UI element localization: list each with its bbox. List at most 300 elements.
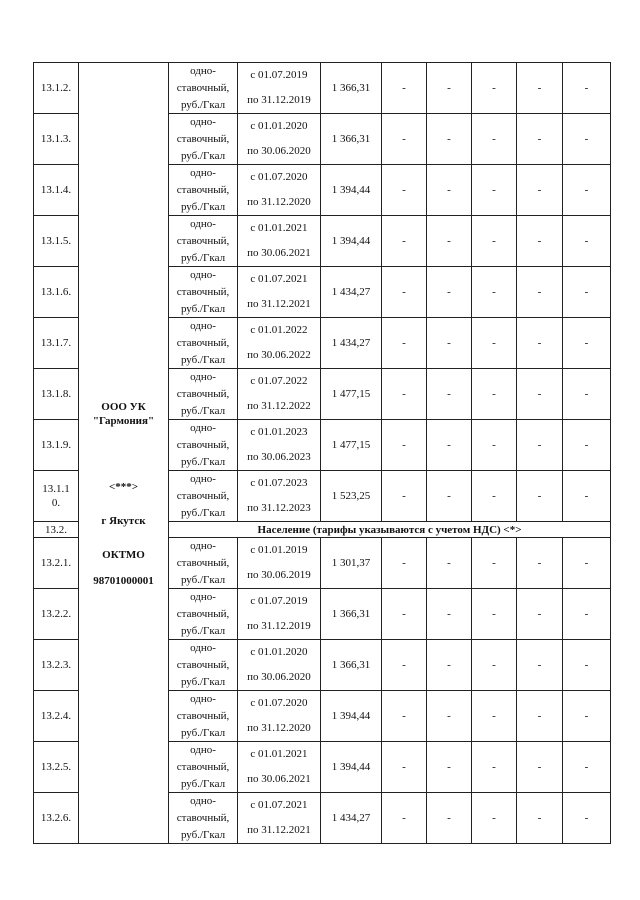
org-city: г Якутск xyxy=(101,515,146,527)
rate-type-cell xyxy=(168,62,238,114)
tariff-value-cell xyxy=(320,588,382,640)
dash-text: - xyxy=(447,82,451,94)
dash-text: - xyxy=(584,659,589,671)
tariff-value: 1 434,27 xyxy=(331,337,371,349)
tariff-value-cell xyxy=(320,792,382,844)
empty-value-cell xyxy=(562,639,611,691)
period-cell xyxy=(237,317,321,369)
dash-text: - xyxy=(537,82,542,94)
rate-type-text: руб./Гкал xyxy=(180,675,226,688)
empty-value-cell xyxy=(562,62,611,114)
rate-type-text: руб./Гкал xyxy=(180,353,226,366)
period-cell xyxy=(237,639,321,691)
rate-type-text: ставочный, xyxy=(176,234,230,247)
rate-type-text: ставочный, xyxy=(176,811,230,824)
empty-value-cell xyxy=(381,215,427,267)
rate-type-text: руб./Гкал xyxy=(180,726,226,739)
row-number-text: 13.1.3. xyxy=(40,133,72,145)
dash-text: - xyxy=(447,608,451,620)
dash-text: - xyxy=(402,710,406,722)
empty-value-cell xyxy=(381,639,427,691)
dash-text: - xyxy=(447,490,451,502)
dash-text: - xyxy=(584,439,589,451)
tariff-value: 1 434,27 xyxy=(331,286,371,298)
row-number-text: 13.1.8. xyxy=(40,388,72,400)
org-inn: <***> xyxy=(108,481,139,493)
rate-type-cell xyxy=(168,741,238,793)
empty-value-cell xyxy=(426,741,472,793)
dash-text: - xyxy=(402,439,406,451)
empty-value-cell xyxy=(426,419,472,471)
dash-text: - xyxy=(537,337,542,349)
rate-type-cell xyxy=(168,792,238,844)
empty-value-cell xyxy=(381,792,427,844)
rate-type-text: одно- xyxy=(190,115,216,128)
tariff-value-cell xyxy=(320,690,382,742)
empty-value-cell xyxy=(426,317,472,369)
rate-type-text: одно- xyxy=(190,268,216,281)
period-from: с 01.07.2019 xyxy=(250,69,308,81)
empty-value-cell xyxy=(516,690,563,742)
dash-text: - xyxy=(447,184,451,196)
rate-type-text: ставочный, xyxy=(176,556,230,569)
empty-value-cell xyxy=(562,113,611,165)
rate-type-text: руб./Гкал xyxy=(180,455,226,468)
period-cell xyxy=(237,470,321,522)
empty-value-cell xyxy=(381,470,427,522)
rate-type-text: руб./Гкал xyxy=(180,777,226,790)
empty-value-cell xyxy=(426,639,472,691)
row-number xyxy=(33,419,79,471)
tariff-value: 1 434,27 xyxy=(331,812,371,824)
rate-type-text: ставочный, xyxy=(176,489,230,502)
period-from: с 01.01.2021 xyxy=(250,222,308,234)
row-number-text: 13.1.4. xyxy=(40,184,72,196)
period-from: с 01.01.2019 xyxy=(250,544,308,556)
empty-value-cell xyxy=(516,588,563,640)
empty-value-cell xyxy=(426,113,472,165)
empty-value-cell xyxy=(516,113,563,165)
empty-value-cell xyxy=(516,62,563,114)
tariff-value-cell xyxy=(320,470,382,522)
dash-text: - xyxy=(492,388,496,400)
empty-value-cell xyxy=(381,690,427,742)
empty-value-cell xyxy=(516,317,563,369)
tariff-value-cell xyxy=(320,266,382,318)
rate-type-text: одно- xyxy=(190,641,216,654)
empty-value-cell xyxy=(471,690,517,742)
period-to: по 30.06.2023 xyxy=(247,451,311,463)
period-to: по 31.12.2020 xyxy=(247,196,311,208)
empty-value-cell xyxy=(562,164,611,216)
dash-text: - xyxy=(447,659,451,671)
dash-text: - xyxy=(584,608,589,620)
tariff-value-cell xyxy=(320,113,382,165)
period-to: по 31.12.2020 xyxy=(247,722,311,734)
empty-value-cell xyxy=(426,368,472,420)
empty-value-cell xyxy=(381,317,427,369)
period-from: с 01.01.2023 xyxy=(250,426,308,438)
dash-text: - xyxy=(537,761,542,773)
rate-type-text: ставочный, xyxy=(176,387,230,400)
period-cell xyxy=(237,62,321,114)
tariff-value-cell xyxy=(320,62,382,114)
period-to: по 31.12.2019 xyxy=(247,620,311,632)
empty-value-cell xyxy=(562,537,611,589)
empty-value-cell xyxy=(381,266,427,318)
row-number xyxy=(33,317,79,369)
row-number-text: 13.2.4. xyxy=(40,710,72,722)
empty-value-cell xyxy=(471,62,517,114)
rate-type-text: ставочный, xyxy=(176,285,230,298)
row-number xyxy=(33,164,79,216)
dash-text: - xyxy=(402,235,406,247)
dash-text: - xyxy=(492,235,496,247)
dash-text: - xyxy=(402,184,406,196)
empty-value-cell xyxy=(562,215,611,267)
row-number-text: 13.2.6. xyxy=(40,812,72,824)
empty-value-cell xyxy=(562,266,611,318)
rate-type-text: одно- xyxy=(190,421,216,434)
empty-value-cell xyxy=(426,62,472,114)
dash-text: - xyxy=(447,133,451,145)
rate-type-text: одно- xyxy=(190,794,216,807)
dash-text: - xyxy=(447,812,451,824)
empty-value-cell xyxy=(562,741,611,793)
rate-type-text: ставочный, xyxy=(176,183,230,196)
org-name-line1: ООО УК xyxy=(101,401,146,413)
dash-text: - xyxy=(537,812,542,824)
dash-text: - xyxy=(447,388,451,400)
empty-value-cell xyxy=(562,588,611,640)
tariff-value: 1 523,25 xyxy=(331,490,371,502)
empty-value-cell xyxy=(516,368,563,420)
dash-text: - xyxy=(402,490,406,502)
empty-value-cell xyxy=(562,368,611,420)
dash-text: - xyxy=(492,286,496,298)
rate-type-text: руб./Гкал xyxy=(180,200,226,213)
period-cell xyxy=(237,537,321,589)
period-from: с 01.07.2021 xyxy=(250,273,308,285)
rate-type-text: руб./Гкал xyxy=(180,624,226,637)
dash-text: - xyxy=(492,608,496,620)
dash-text: - xyxy=(537,388,542,400)
row-number xyxy=(33,215,79,267)
rate-type-text: руб./Гкал xyxy=(180,404,226,417)
period-cell xyxy=(237,266,321,318)
dash-text: - xyxy=(584,710,589,722)
dash-text: - xyxy=(584,337,589,349)
dash-text: - xyxy=(537,490,542,502)
period-to: по 30.06.2021 xyxy=(247,773,311,785)
empty-value-cell xyxy=(426,470,472,522)
empty-value-cell xyxy=(516,266,563,318)
dash-text: - xyxy=(447,286,451,298)
empty-value-cell xyxy=(426,266,472,318)
row-number-text: 0. xyxy=(51,497,61,509)
tariff-value-cell xyxy=(320,537,382,589)
period-to: по 30.06.2022 xyxy=(247,349,311,361)
row-number xyxy=(33,266,79,318)
rate-type-text: ставочный, xyxy=(176,438,230,451)
period-to: по 31.12.2021 xyxy=(247,824,311,836)
dash-text: - xyxy=(402,812,406,824)
empty-value-cell xyxy=(381,62,427,114)
period-from: с 01.07.2022 xyxy=(250,375,308,387)
period-to: по 31.12.2023 xyxy=(247,502,311,514)
period-from: с 01.07.2021 xyxy=(250,799,308,811)
empty-value-cell xyxy=(381,368,427,420)
rate-type-text: руб./Гкал xyxy=(180,149,226,162)
dash-text: - xyxy=(402,286,406,298)
period-cell xyxy=(237,215,321,267)
period-from: с 01.07.2023 xyxy=(250,477,308,489)
rate-type-text: руб./Гкал xyxy=(180,573,226,586)
tariff-value: 1 477,15 xyxy=(331,388,371,400)
tariff-value-cell xyxy=(320,419,382,471)
rate-type-text: ставочный, xyxy=(176,81,230,94)
period-from: с 01.01.2021 xyxy=(250,748,308,760)
rate-type-text: ставочный, xyxy=(176,607,230,620)
tariff-value: 1 394,44 xyxy=(331,235,371,247)
empty-value-cell xyxy=(471,266,517,318)
empty-value-cell xyxy=(516,792,563,844)
rate-type-text: одно- xyxy=(190,370,216,383)
row-number xyxy=(33,741,79,793)
tariff-value: 1 366,31 xyxy=(331,659,371,671)
period-cell xyxy=(237,741,321,793)
period-from: с 01.01.2020 xyxy=(250,646,308,658)
period-from: с 01.01.2020 xyxy=(250,120,308,132)
dash-text: - xyxy=(447,439,451,451)
period-from: с 01.07.2020 xyxy=(250,697,308,709)
empty-value-cell xyxy=(471,317,517,369)
empty-value-cell xyxy=(516,419,563,471)
dash-text: - xyxy=(537,184,542,196)
dash-text: - xyxy=(447,235,451,247)
empty-value-cell xyxy=(381,588,427,640)
row-number xyxy=(33,113,79,165)
dash-text: - xyxy=(584,235,589,247)
dash-text: - xyxy=(537,235,542,247)
empty-value-cell xyxy=(471,537,517,589)
rate-type-text: руб./Гкал xyxy=(180,506,226,519)
tariff-value-cell xyxy=(320,639,382,691)
dash-text: - xyxy=(402,337,406,349)
rate-type-cell xyxy=(168,537,238,589)
dash-text: - xyxy=(584,286,589,298)
period-cell xyxy=(237,419,321,471)
period-to: по 30.06.2021 xyxy=(247,247,311,259)
empty-value-cell xyxy=(471,215,517,267)
period-cell xyxy=(237,368,321,420)
rate-type-text: одно- xyxy=(190,743,216,756)
empty-value-cell xyxy=(471,639,517,691)
empty-value-cell xyxy=(516,215,563,267)
empty-value-cell xyxy=(516,164,563,216)
row-number xyxy=(33,470,79,522)
dash-text: - xyxy=(584,82,589,94)
period-from: с 01.07.2019 xyxy=(250,595,308,607)
rate-type-text: руб./Гкал xyxy=(180,302,226,315)
dash-text: - xyxy=(492,439,496,451)
row-number xyxy=(33,62,79,114)
dash-text: - xyxy=(402,557,406,569)
dash-text: - xyxy=(402,659,406,671)
dash-text: - xyxy=(492,490,496,502)
tariff-value: 1 394,44 xyxy=(331,710,371,722)
row-number-text: 13.2.1. xyxy=(40,557,72,569)
dash-text: - xyxy=(492,812,496,824)
row-number-text: 13.1.2. xyxy=(40,82,72,94)
empty-value-cell xyxy=(426,792,472,844)
rate-type-text: ставочный, xyxy=(176,760,230,773)
empty-value-cell xyxy=(471,470,517,522)
rate-type-cell xyxy=(168,639,238,691)
dash-text: - xyxy=(402,608,406,620)
empty-value-cell xyxy=(471,368,517,420)
org-name-line2: "Гармония" xyxy=(92,415,155,427)
empty-value-cell xyxy=(426,690,472,742)
dash-text: - xyxy=(584,184,589,196)
row-number xyxy=(33,639,79,691)
row-number xyxy=(33,792,79,844)
dash-text: - xyxy=(537,439,542,451)
tariff-value: 1 366,31 xyxy=(331,608,371,620)
dash-text: - xyxy=(402,761,406,773)
rate-type-cell xyxy=(168,317,238,369)
tariff-value-cell xyxy=(320,741,382,793)
rate-type-cell xyxy=(168,368,238,420)
row-number-text: 13.2.2. xyxy=(40,608,72,620)
tariff-value: 1 394,44 xyxy=(331,761,371,773)
empty-value-cell xyxy=(471,113,517,165)
dash-text: - xyxy=(492,82,496,94)
rate-type-cell xyxy=(168,113,238,165)
row-number xyxy=(33,588,79,640)
rate-type-cell xyxy=(168,690,238,742)
period-from: с 01.01.2022 xyxy=(250,324,308,336)
period-to: по 31.12.2021 xyxy=(247,298,311,310)
empty-value-cell xyxy=(562,792,611,844)
tariff-value: 1 301,37 xyxy=(331,557,371,569)
dash-text: - xyxy=(584,761,589,773)
empty-value-cell xyxy=(562,419,611,471)
rate-type-text: ставочный, xyxy=(176,658,230,671)
row-number-text: 13.1.6. xyxy=(40,286,72,298)
empty-value-cell xyxy=(381,537,427,589)
tariff-value: 1 366,31 xyxy=(331,133,371,145)
dash-text: - xyxy=(492,659,496,671)
tariff-value-cell xyxy=(320,215,382,267)
rate-type-text: одно- xyxy=(190,472,216,485)
tariff-value-cell xyxy=(320,164,382,216)
period-to: по 30.06.2020 xyxy=(247,671,311,683)
dash-text: - xyxy=(537,608,542,620)
row-number-text: 13.2.3. xyxy=(40,659,72,671)
empty-value-cell xyxy=(516,537,563,589)
dash-text: - xyxy=(492,133,496,145)
dash-text: - xyxy=(537,286,542,298)
row-number-text: 13.1.1 xyxy=(42,483,70,495)
dash-text: - xyxy=(537,710,542,722)
dash-text: - xyxy=(584,557,589,569)
empty-value-cell xyxy=(381,741,427,793)
empty-value-cell xyxy=(471,419,517,471)
period-cell xyxy=(237,113,321,165)
empty-value-cell xyxy=(562,317,611,369)
empty-value-cell xyxy=(471,792,517,844)
empty-value-cell xyxy=(516,639,563,691)
empty-value-cell xyxy=(516,470,563,522)
row-number-text: 13.1.5. xyxy=(40,235,72,247)
section-title: Население (тарифы указываются с учетом НДС) <*> xyxy=(257,523,522,536)
rate-type-cell xyxy=(168,215,238,267)
empty-value-cell xyxy=(426,164,472,216)
dash-text: - xyxy=(402,82,406,94)
row-number xyxy=(33,368,79,420)
rate-type-text: одно- xyxy=(190,539,216,552)
tariff-value: 1 477,15 xyxy=(331,439,371,451)
rate-type-cell xyxy=(168,419,238,471)
period-to: по 30.06.2019 xyxy=(247,569,311,581)
period-cell xyxy=(237,588,321,640)
tariff-value-cell xyxy=(320,317,382,369)
rate-type-text: одно- xyxy=(190,64,216,77)
period-to: по 31.12.2019 xyxy=(247,94,311,106)
dash-text: - xyxy=(447,337,451,349)
empty-value-cell xyxy=(562,690,611,742)
empty-value-cell xyxy=(426,537,472,589)
period-to: по 31.12.2022 xyxy=(247,400,311,412)
dash-text: - xyxy=(492,184,496,196)
rate-type-text: одно- xyxy=(190,590,216,603)
dash-text: - xyxy=(402,388,406,400)
dash-text: - xyxy=(447,761,451,773)
row-number xyxy=(33,690,79,742)
section-number-text: 13.2. xyxy=(45,523,67,536)
oktmo-label: ОКТМО xyxy=(102,549,145,561)
rate-type-text: ставочный, xyxy=(176,336,230,349)
empty-value-cell xyxy=(426,588,472,640)
dash-text: - xyxy=(492,337,496,349)
dash-text: - xyxy=(584,133,589,145)
dash-text: - xyxy=(537,557,542,569)
tariff-value-cell xyxy=(320,368,382,420)
dash-text: - xyxy=(492,557,496,569)
rate-type-text: одно- xyxy=(190,217,216,230)
organization-cell xyxy=(78,62,169,844)
rate-type-text: одно- xyxy=(190,166,216,179)
section-title-cell xyxy=(168,521,611,538)
period-to: по 30.06.2020 xyxy=(247,145,311,157)
tariff-value: 1 366,31 xyxy=(331,82,371,94)
empty-value-cell xyxy=(562,470,611,522)
empty-value-cell xyxy=(426,215,472,267)
rate-type-cell xyxy=(168,470,238,522)
empty-value-cell xyxy=(381,419,427,471)
rate-type-text: одно- xyxy=(190,319,216,332)
empty-value-cell xyxy=(381,113,427,165)
dash-text: - xyxy=(447,557,451,569)
row-number xyxy=(33,537,79,589)
row-number-text: 13.2.5. xyxy=(40,761,72,773)
section-number xyxy=(33,521,79,538)
dash-text: - xyxy=(447,710,451,722)
empty-value-cell xyxy=(471,588,517,640)
rate-type-text: руб./Гкал xyxy=(180,251,226,264)
period-cell xyxy=(237,164,321,216)
